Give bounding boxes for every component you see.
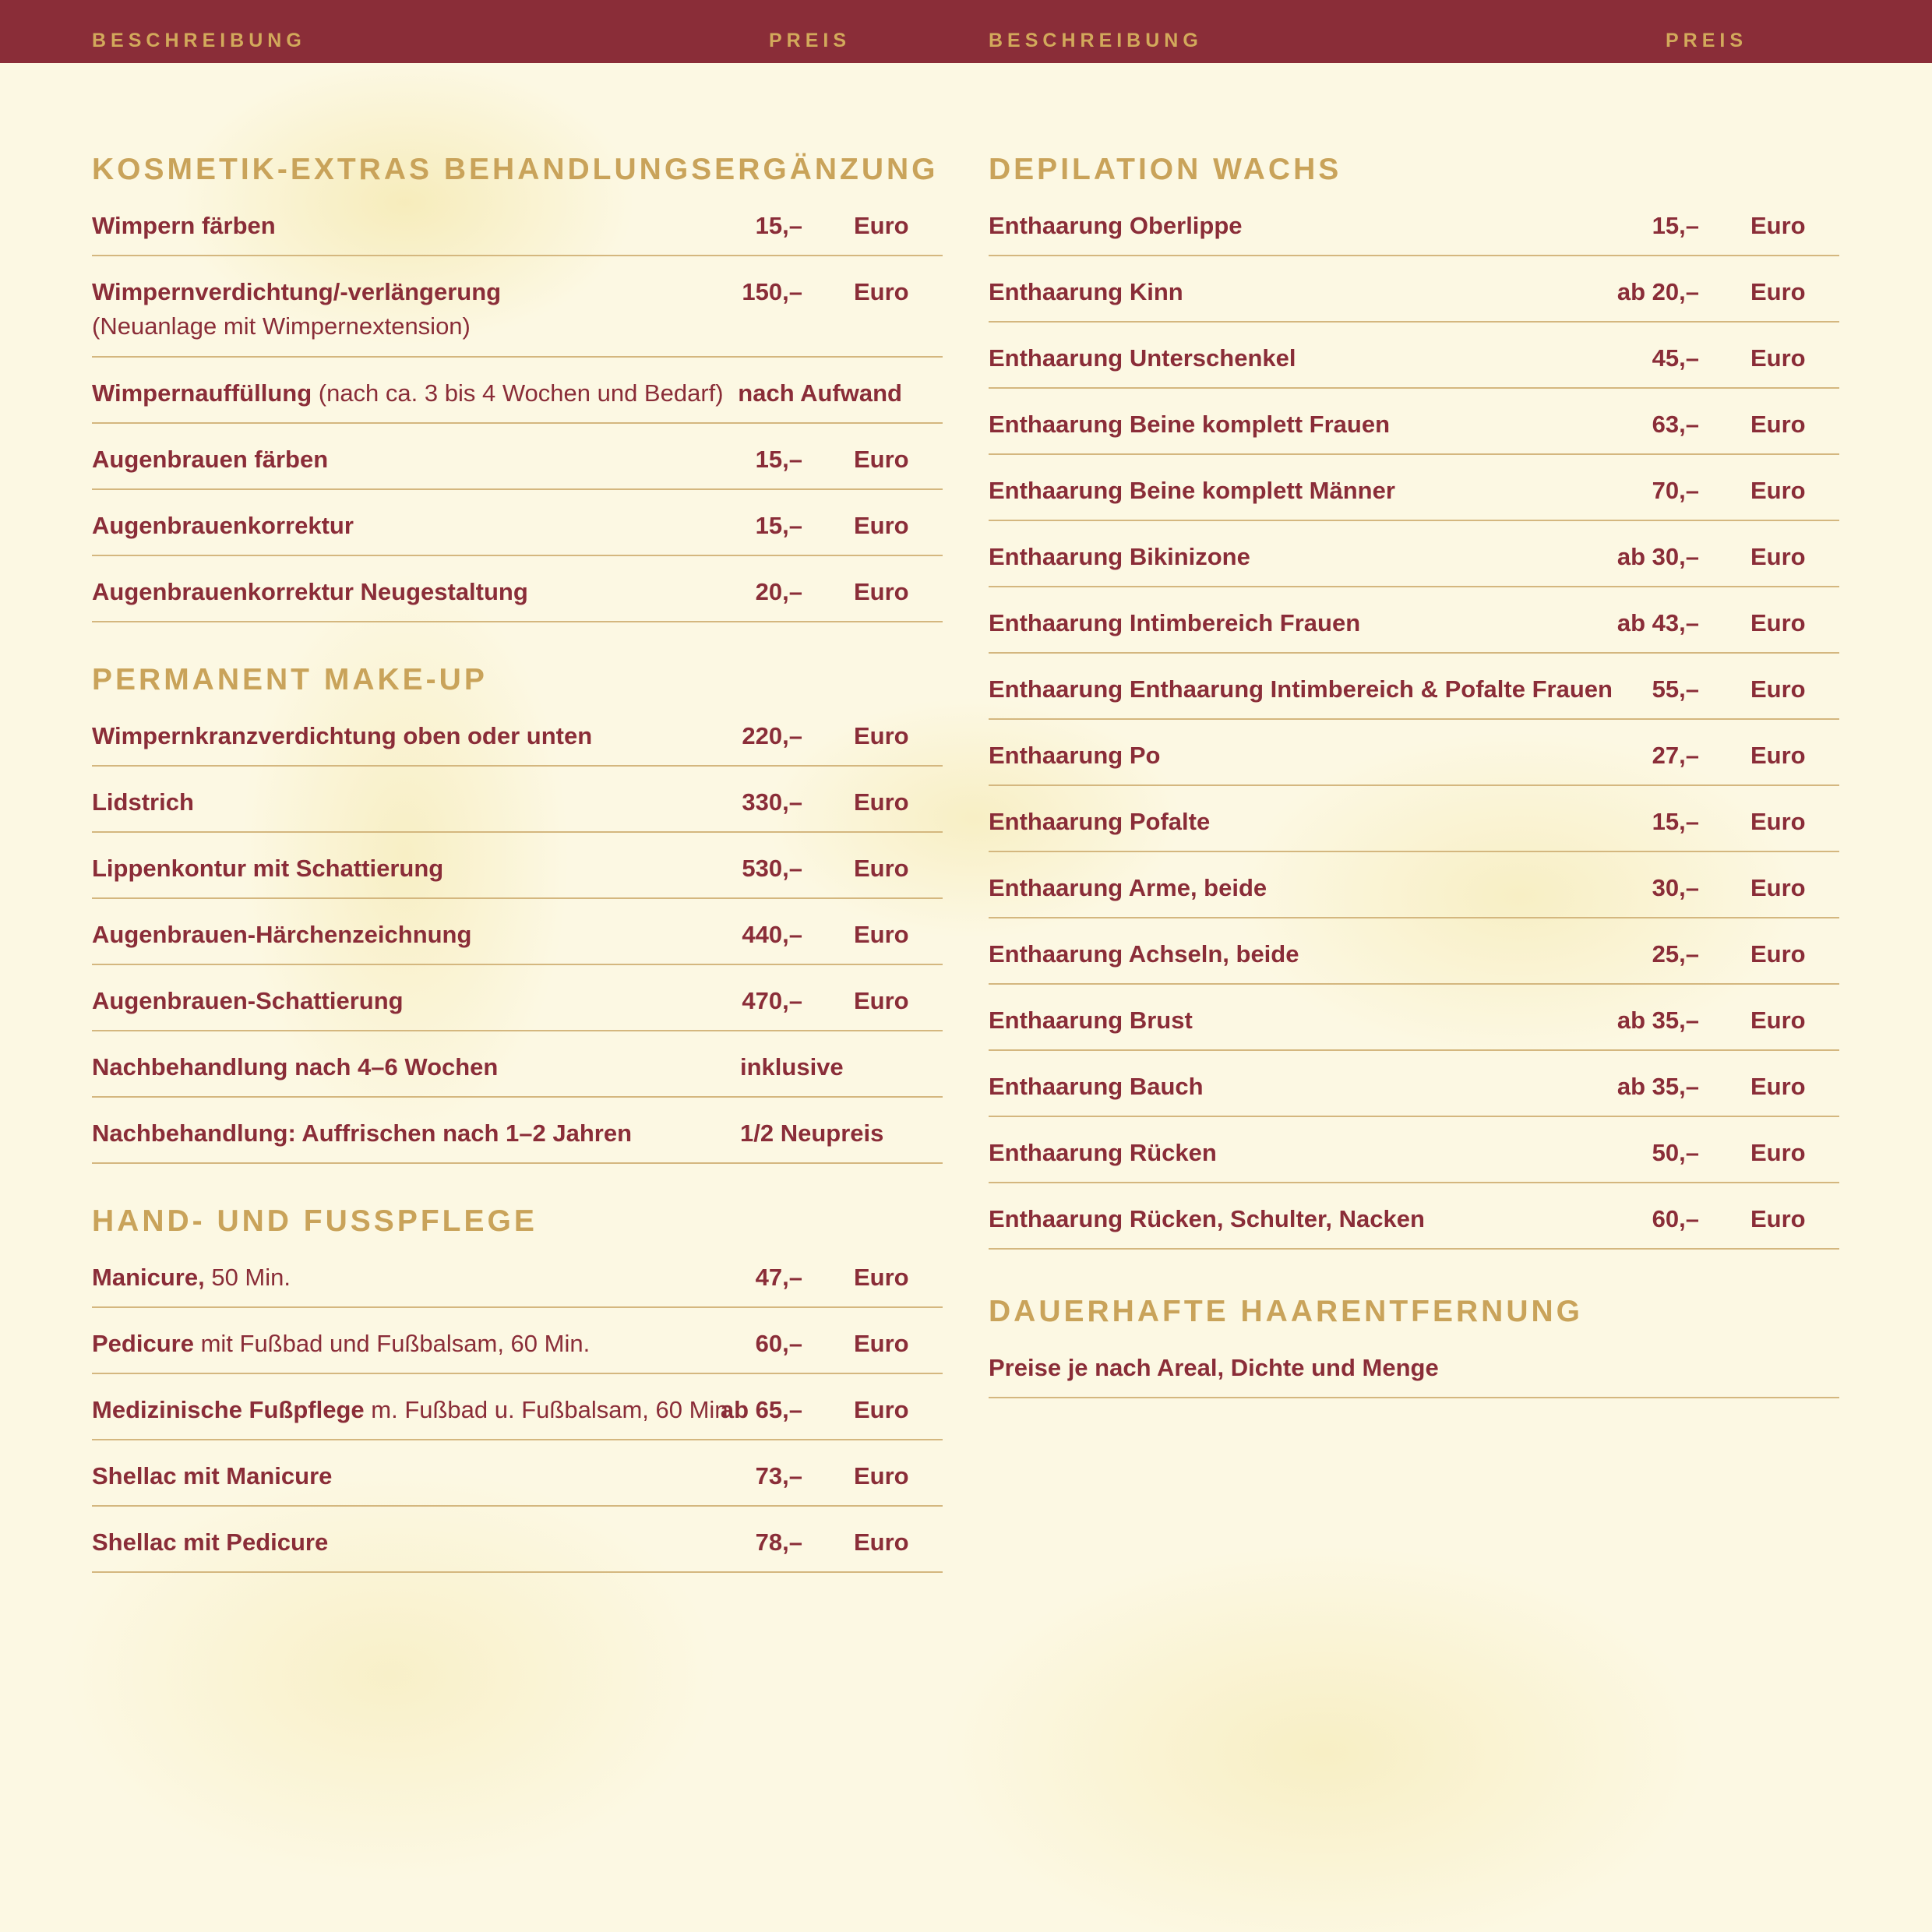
left-column <box>92 150 943 1573</box>
depilation-list <box>989 190 1839 1250</box>
item-description: Enthaarung Pofalte <box>989 808 1211 835</box>
list-item <box>92 424 943 490</box>
item-price: 150,– <box>742 278 802 305</box>
item-unit: Euro <box>1750 940 1806 968</box>
item-price: 15,– <box>755 512 802 539</box>
item-unit: Euro <box>1750 411 1806 438</box>
item-price: 55,– <box>1652 675 1699 703</box>
item-description: Nachbehandlung: Auffrischen nach 1–2 Jahren <box>92 1119 633 1147</box>
list-item <box>989 1332 1839 1398</box>
item-description: Enthaarung Beine komplett Frauen <box>989 411 1391 438</box>
item-description: Enthaarung Intimbereich Frauen <box>989 609 1361 636</box>
header-bar <box>0 0 1932 63</box>
list-item <box>92 256 943 358</box>
permanent-list <box>92 700 943 1164</box>
item-price: 15,– <box>755 212 802 239</box>
list-item <box>989 521 1839 587</box>
item-unit: Euro <box>854 855 909 882</box>
item-unit: Euro <box>1750 477 1806 504</box>
item-price: 15,– <box>1652 808 1699 835</box>
item-unit: Euro <box>1750 742 1806 769</box>
item-price: 73,– <box>755 1462 802 1490</box>
item-price: 30,– <box>1652 874 1699 901</box>
item-price: 60,– <box>755 1330 802 1357</box>
item-price: 27,– <box>1652 742 1699 769</box>
item-price: 25,– <box>1652 940 1699 968</box>
section-gap <box>92 1164 943 1201</box>
item-description-main: Medizinische Fußpflege <box>92 1396 365 1423</box>
item-price: ab 35,– <box>1616 1007 1699 1034</box>
kosmetik-list <box>92 190 943 622</box>
item-description: Lidstrich <box>92 788 194 816</box>
item-description: Shellac mit Manicure <box>92 1462 333 1490</box>
item-description: Enthaarung Bauch <box>989 1073 1204 1100</box>
item-unit: Euro <box>1750 344 1806 372</box>
item-description <box>92 1264 291 1292</box>
section-title-permanent: PERMANENT MAKE-UP <box>92 663 488 696</box>
header-price-label-right: PREIS <box>1666 30 1748 51</box>
item-price: inklusive <box>740 1053 844 1081</box>
item-description: Enthaarung Oberlippe <box>989 212 1243 239</box>
item-description-main: Manicure, <box>92 1264 205 1291</box>
list-item <box>92 1507 943 1573</box>
item-price: ab 65,– <box>720 1396 802 1423</box>
item-unit: Euro <box>854 212 909 239</box>
list-item <box>989 654 1839 720</box>
list-item <box>989 323 1839 389</box>
item-description: Augenbrauen färben <box>92 446 329 473</box>
list-item <box>92 965 943 1031</box>
item-description: Wimpern färben <box>92 212 276 239</box>
item-description: Enthaarung Beine komplett Männer <box>989 477 1395 504</box>
item-description <box>92 379 724 407</box>
item-price: ab 30,– <box>1616 543 1699 570</box>
item-unit: Euro <box>854 987 909 1014</box>
hand-list <box>92 1242 943 1573</box>
list-item <box>989 720 1839 786</box>
list-item <box>989 389 1839 455</box>
item-description: Augenbrauenkorrektur <box>92 512 354 539</box>
item-unit: Euro <box>854 921 909 948</box>
list-item <box>989 1117 1839 1183</box>
item-description: Enthaarung Rücken <box>989 1139 1217 1166</box>
section-title-kosmetik: KOSMETIK-EXTRAS BEHANDLUNGSERGÄNZUNG <box>92 153 939 186</box>
item-price: 530,– <box>742 855 802 882</box>
item-description: Enthaarung Kinn <box>989 278 1183 305</box>
section-title-dauerhaft: DAUERHAFTE HAARENTFERNUNG <box>989 1295 1583 1328</box>
item-unit: Euro <box>1750 1139 1806 1166</box>
item-unit: Euro <box>854 512 909 539</box>
list-item <box>92 1440 943 1507</box>
item-note: (nach ca. 3 bis 4 Wochen und Bedarf) <box>312 379 724 407</box>
item-note: m. Fußbad u. Fußbalsam, 60 Min. <box>364 1396 735 1423</box>
item-price: nach Aufwand <box>738 379 902 407</box>
list-item <box>989 455 1839 521</box>
item-price: 330,– <box>742 788 802 816</box>
list-item <box>989 852 1839 918</box>
item-description: Augenbrauen-Härchenzeichnung <box>92 921 472 948</box>
item-note: mit Fußbad und Fußbalsam, 60 Min. <box>193 1330 591 1357</box>
list-item <box>92 358 943 424</box>
item-unit: Euro <box>1750 1007 1806 1034</box>
item-price: 47,– <box>755 1264 802 1291</box>
list-item <box>989 1183 1839 1250</box>
item-unit: Euro <box>854 1462 909 1490</box>
section-gap <box>989 1250 1839 1292</box>
list-item <box>92 1242 943 1308</box>
header-description-label-left: BESCHREIBUNG <box>92 30 306 51</box>
item-description: Augenbrauenkorrektur Neugestaltung <box>92 578 528 605</box>
list-item <box>92 190 943 256</box>
item-description: Wimpernverdichtung/-verlängerung <box>92 278 502 305</box>
item-note: 50 Min. <box>204 1264 291 1291</box>
list-item <box>92 490 943 556</box>
list-item <box>989 190 1839 256</box>
item-description <box>92 1330 590 1358</box>
item-description: Enthaarung Arme, beide <box>989 874 1267 901</box>
item-price: 50,– <box>1652 1139 1699 1166</box>
header-price-label-left: PREIS <box>769 30 851 51</box>
list-item <box>92 1308 943 1374</box>
item-description: Enthaarung Rücken, Schulter, Nacken <box>989 1205 1425 1232</box>
list-item <box>92 700 943 767</box>
item-unit: Euro <box>1750 874 1806 901</box>
list-item <box>989 256 1839 323</box>
list-item <box>989 985 1839 1051</box>
item-description: Lippenkontur mit Schattierung <box>92 855 444 882</box>
list-item <box>989 786 1839 852</box>
item-description-main: Wimpernauffüllung <box>92 379 312 407</box>
list-item <box>989 1051 1839 1117</box>
item-description: Enthaarung Achseln, beide <box>989 940 1299 968</box>
list-item <box>92 1098 943 1164</box>
item-description: Enthaarung Bikinizone <box>989 543 1250 570</box>
list-item <box>989 918 1839 985</box>
item-unit: Euro <box>1750 212 1806 239</box>
item-price: 470,– <box>742 987 802 1014</box>
list-item <box>92 1374 943 1440</box>
item-unit: Euro <box>1750 808 1806 835</box>
item-description-main: Pedicure <box>92 1330 194 1357</box>
item-unit: Euro <box>1750 675 1806 703</box>
item-price: 20,– <box>755 578 802 605</box>
item-unit: Euro <box>854 1330 909 1357</box>
list-item <box>92 767 943 833</box>
section-title-hand: HAND- UND FUSSPFLEGE <box>92 1204 538 1238</box>
item-unit: Euro <box>854 1528 909 1556</box>
item-unit: Euro <box>854 278 909 305</box>
item-unit: Euro <box>1750 1073 1806 1100</box>
item-description: Wimpernkranzverdichtung oben oder unten <box>92 722 593 749</box>
item-description: Enthaarung Po <box>989 742 1161 769</box>
item-subtext: (Neuanlage mit Wimpernextension) <box>92 312 471 340</box>
item-price: 440,– <box>742 921 802 948</box>
item-description <box>92 1396 735 1424</box>
item-price: 63,– <box>1652 411 1699 438</box>
item-price: 78,– <box>755 1528 802 1556</box>
item-description: Augenbrauen-Schattierung <box>92 987 404 1014</box>
item-description: Preise je nach Areal, Dichte und Menge <box>989 1354 1439 1381</box>
list-item <box>92 1031 943 1098</box>
item-description: Nachbehandlung nach 4–6 Wochen <box>92 1053 499 1081</box>
dauerhaft-list <box>989 1332 1839 1398</box>
item-unit: Euro <box>854 788 909 816</box>
item-description: Enthaarung Enthaarung Intimbereich & Pofalte Frauen <box>989 675 1613 703</box>
header-description-label-right: BESCHREIBUNG <box>989 30 1203 51</box>
item-description: Enthaarung Unterschenkel <box>989 344 1296 372</box>
item-unit: Euro <box>854 1396 909 1423</box>
item-price: 60,– <box>1652 1205 1699 1232</box>
list-item <box>92 833 943 899</box>
item-unit: Euro <box>854 446 909 473</box>
item-price: 220,– <box>742 722 802 749</box>
item-unit: Euro <box>854 1264 909 1291</box>
item-unit: Euro <box>854 722 909 749</box>
right-column <box>989 150 1839 1398</box>
item-price: ab 35,– <box>1616 1073 1699 1100</box>
item-description: Shellac mit Pedicure <box>92 1528 329 1556</box>
item-price: 15,– <box>755 446 802 473</box>
item-price: 15,– <box>1652 212 1699 239</box>
item-price: 70,– <box>1652 477 1699 504</box>
list-item <box>92 899 943 965</box>
item-unit: Euro <box>854 578 909 605</box>
item-price: ab 20,– <box>1616 278 1699 305</box>
item-unit: Euro <box>1750 609 1806 636</box>
item-unit: Euro <box>1750 1205 1806 1232</box>
item-unit: Euro <box>1750 543 1806 570</box>
item-price: 1/2 Neupreis <box>740 1119 884 1147</box>
section-gap <box>92 622 943 660</box>
item-unit: Euro <box>1750 278 1806 305</box>
item-description: Enthaarung Brust <box>989 1007 1193 1034</box>
item-price: ab 43,– <box>1616 609 1699 636</box>
item-price: 45,– <box>1652 344 1699 372</box>
list-item <box>92 556 943 622</box>
list-item <box>989 587 1839 654</box>
section-title-depilation: DEPILATION WACHS <box>989 153 1342 186</box>
